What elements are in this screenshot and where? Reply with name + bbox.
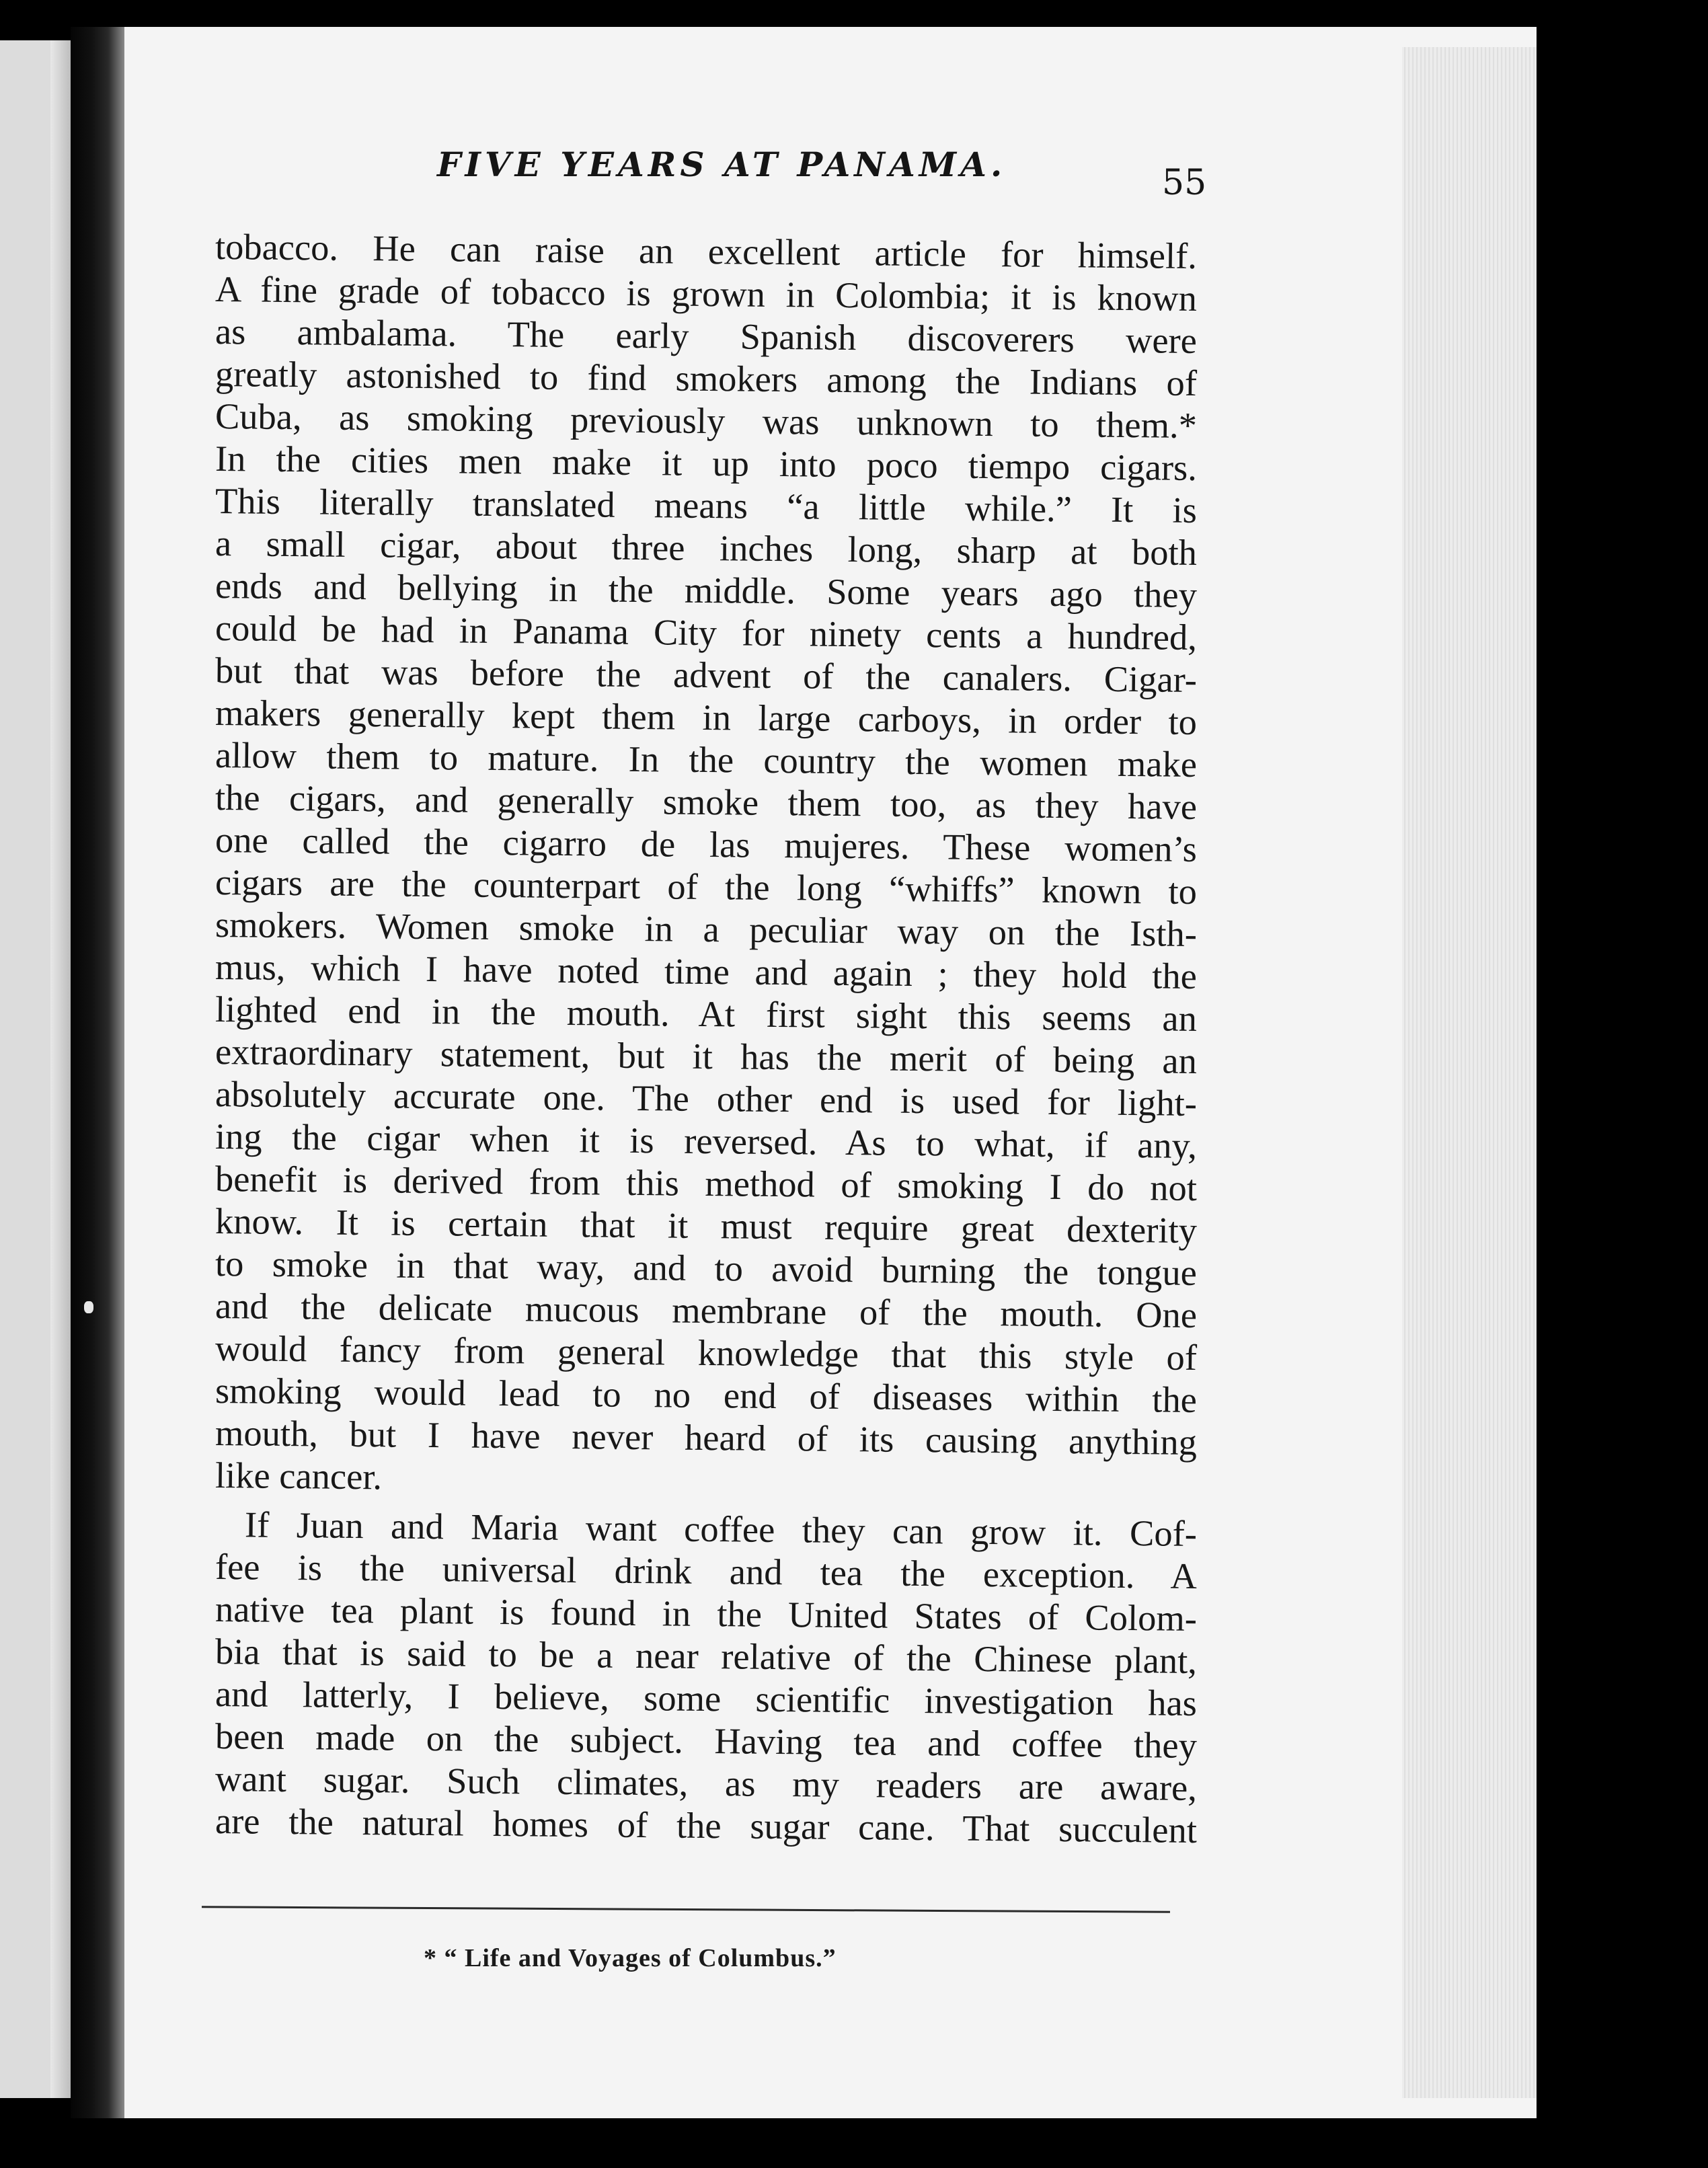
text-line: A fine grade of tobacco is grown in Colombia; it is known [215, 268, 1198, 319]
text-line: greatly astonished to find smokers among the Indians of [215, 353, 1198, 404]
text-line: tobacco. He can raise an excellent article for himself. [215, 226, 1198, 277]
text-line: want sugar. Such climates, as my readers are aware, [215, 1758, 1198, 1809]
text-line: mus, which I have noted time and again ; they hold the [215, 946, 1198, 997]
text-line: and the delicate mucous membrane of the mouth. One [215, 1285, 1198, 1336]
text-line: makers generally kept them in large carboys, in order to [215, 692, 1198, 743]
book-gutter-shadow [71, 27, 124, 2118]
text-line: In the cities men make it up into poco tiempo cigars. [215, 438, 1198, 489]
text-line: ing the cigar when it is reversed. As to what, if any, [215, 1116, 1198, 1167]
text-line: cigars are the counterpart of the long “whiffs” known to [215, 861, 1198, 913]
text-line: one called the cigarro de las mujeres. These women’s [215, 819, 1198, 870]
text-line: but that was before the advent of the canalers. Cigar- [215, 650, 1198, 701]
text-line: to smoke in that way, and to avoid burning the tongue [215, 1243, 1198, 1294]
text-line: native tea plant is found in the United States of Colom- [215, 1588, 1198, 1639]
text-line: If Juan and Maria want coffee they can grow it. Cof- [244, 1504, 1198, 1555]
text-line: Cuba, as smoking previously was unknown to them.* [215, 395, 1198, 447]
footnote: * “ Life and Voyages of Columbus.” [424, 1944, 837, 1972]
text-line: like cancer. [215, 1455, 383, 1498]
text-line: allow them to mature. In the country the women make [215, 734, 1198, 785]
text-line: and latterly, I believe, some scientific investigation has [215, 1673, 1198, 1724]
text-line: as ambalama. The early Spanish discoverers were [215, 311, 1198, 362]
text-line: know. It is certain that it must require great dexterity [215, 1200, 1198, 1251]
text-line: been made on the subject. Having tea and coffee they [215, 1715, 1198, 1767]
text-line: benefit is derived from this method of smoking I do not [215, 1158, 1198, 1209]
paper-speck [84, 1301, 93, 1313]
text-line: fee is the universal drink and tea the exception. A [215, 1546, 1198, 1597]
facing-page-edge [0, 40, 71, 2098]
text-line: mouth, but I have never heard of its causing anything [215, 1412, 1198, 1463]
text-line: a small cigar, about three inches long, sharp at both [215, 522, 1198, 574]
page-number: 55 [1162, 163, 1207, 203]
text-line: This literally translated means “a little while.” It is [215, 480, 1198, 531]
paragraph-2 [215, 1503, 1198, 1851]
body-text [215, 225, 1198, 1851]
text-line: smokers. Women smoke in a peculiar way on the Isth- [215, 904, 1198, 955]
text-line: extraordinary statement, but it has the merit of being an [215, 1031, 1198, 1082]
text-line: smoking would lead to no end of diseases within the [215, 1370, 1198, 1421]
text-line: bia that is said to be a near relative of the Chinese plant, [215, 1631, 1198, 1682]
page-stack-edges [1402, 47, 1537, 2098]
text-line: would fancy from general knowledge that this style of [215, 1327, 1198, 1379]
text-line: the cigars, and generally smoke them too, as they have [215, 777, 1198, 828]
text-line: are the natural homes of the sugar cane. That succulent [215, 1800, 1198, 1851]
text-line: lighted end in the mouth. At first sight this seems an [215, 989, 1198, 1040]
text-line: ends and bellying in the middle. Some years ago they [215, 565, 1198, 616]
text-line: absolutely accurate one. The other end is used for light- [215, 1073, 1198, 1124]
paragraph-1 [215, 225, 1197, 1496]
running-head: FIVE YEARS AT PANAMA. [437, 145, 1007, 184]
text-line: could be had in Panama City for ninety cents a hundred, [215, 607, 1198, 658]
